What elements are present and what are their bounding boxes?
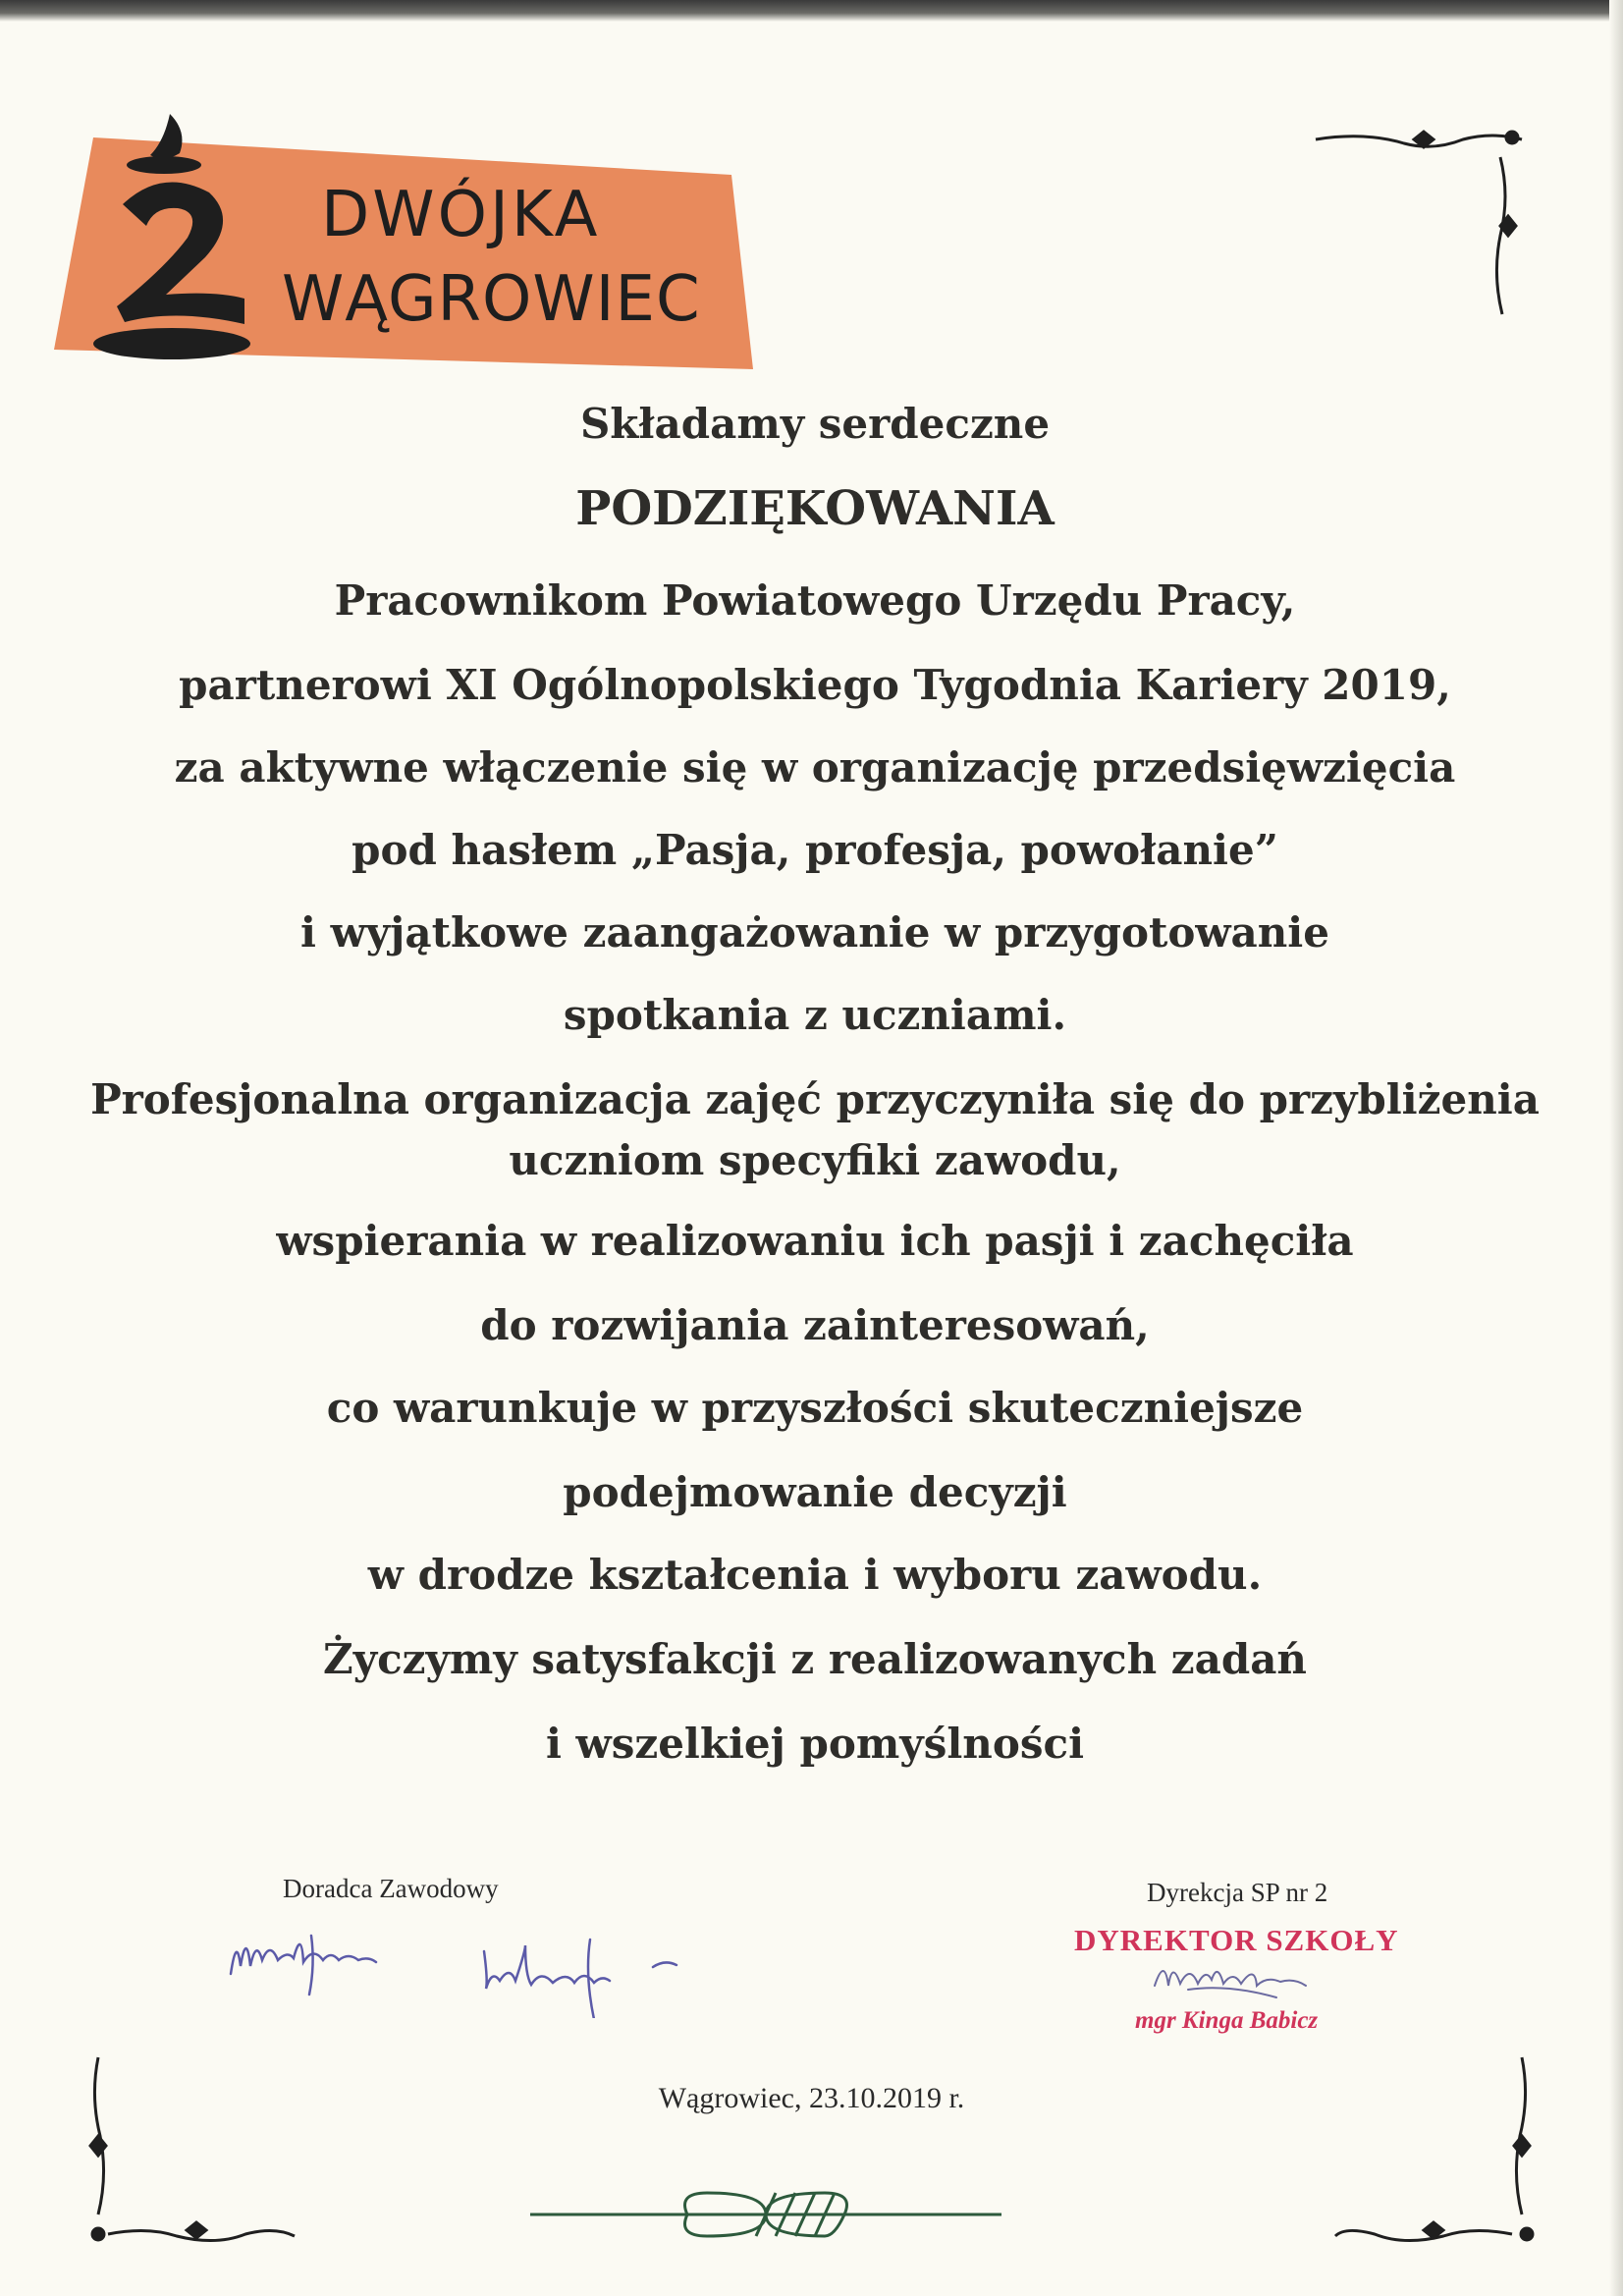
ornament-top-right [1306,118,1551,324]
body-line: do rozwijania zainteresowań, [480,1301,1150,1349]
ornament-bottom-center [530,2175,1001,2254]
body-line: i wyjątkowe zaangażowanie w przygotowanie [300,908,1329,957]
stamp-director-title: DYREKTOR SZKOŁY [1074,1923,1399,1957]
heading-podziekowania: PODZIĘKOWANIA [575,481,1055,536]
ornament-bottom-right [1325,2048,1551,2254]
school-logo [54,106,761,401]
body-line: co warunkuje w przyszłości skuteczniejsze [326,1384,1304,1432]
scan-edge-right [1609,0,1623,2296]
body-line: pod hasłem „Pasja, profesja, powołanie” [352,826,1278,874]
body-line: partnerowi XI Ogólnopolskiego Tygodnia Kariery 2019, [179,661,1451,709]
body-line: za aktywne włączenie się w organizację przedsięwzięcia [174,743,1456,792]
career-advisor-label: Doradca Zawodowy [283,1874,499,1903]
body-line: spotkania z uczniami. [563,991,1067,1039]
stamp-director-name: mgr Kinga Babicz [1135,2007,1319,2034]
school-management-label: Dyrekcja SP nr 2 [1147,1878,1328,1907]
body-line: Pracownikom Powiatowego Urzędu Pracy, [334,576,1296,625]
body-line: i wszelkiej pomyślności [545,1720,1085,1768]
body-line: podejmowanie decyzji [563,1468,1067,1516]
body-line: w drodze kształcenia i wyboru zawodu. [367,1551,1263,1599]
ornament-bottom-left [79,2048,304,2254]
body-line: wspierania w realizowaniu ich pasji i zachęciła [276,1217,1354,1265]
greeting-line: Składamy serdeczne [579,400,1051,448]
director-signature [1149,1956,1335,2005]
logo-line2: WĄGROWIEC [282,263,701,336]
body-line: Profesjonalna organizacja zajęć przyczyniła się do przybliżenia [90,1075,1540,1123]
place-and-date: Wągrowiec, 23.10.2019 r. [658,2082,965,2114]
career-advisor-signature [221,1900,731,2018]
logo-line1: DWÓJKA [321,179,601,251]
scan-edge-top [0,0,1623,22]
body-line: uczniom specyfiki zawodu, [509,1136,1121,1184]
body-line: Życzymy satysfakcji z realizowanych zadań [323,1635,1307,1683]
